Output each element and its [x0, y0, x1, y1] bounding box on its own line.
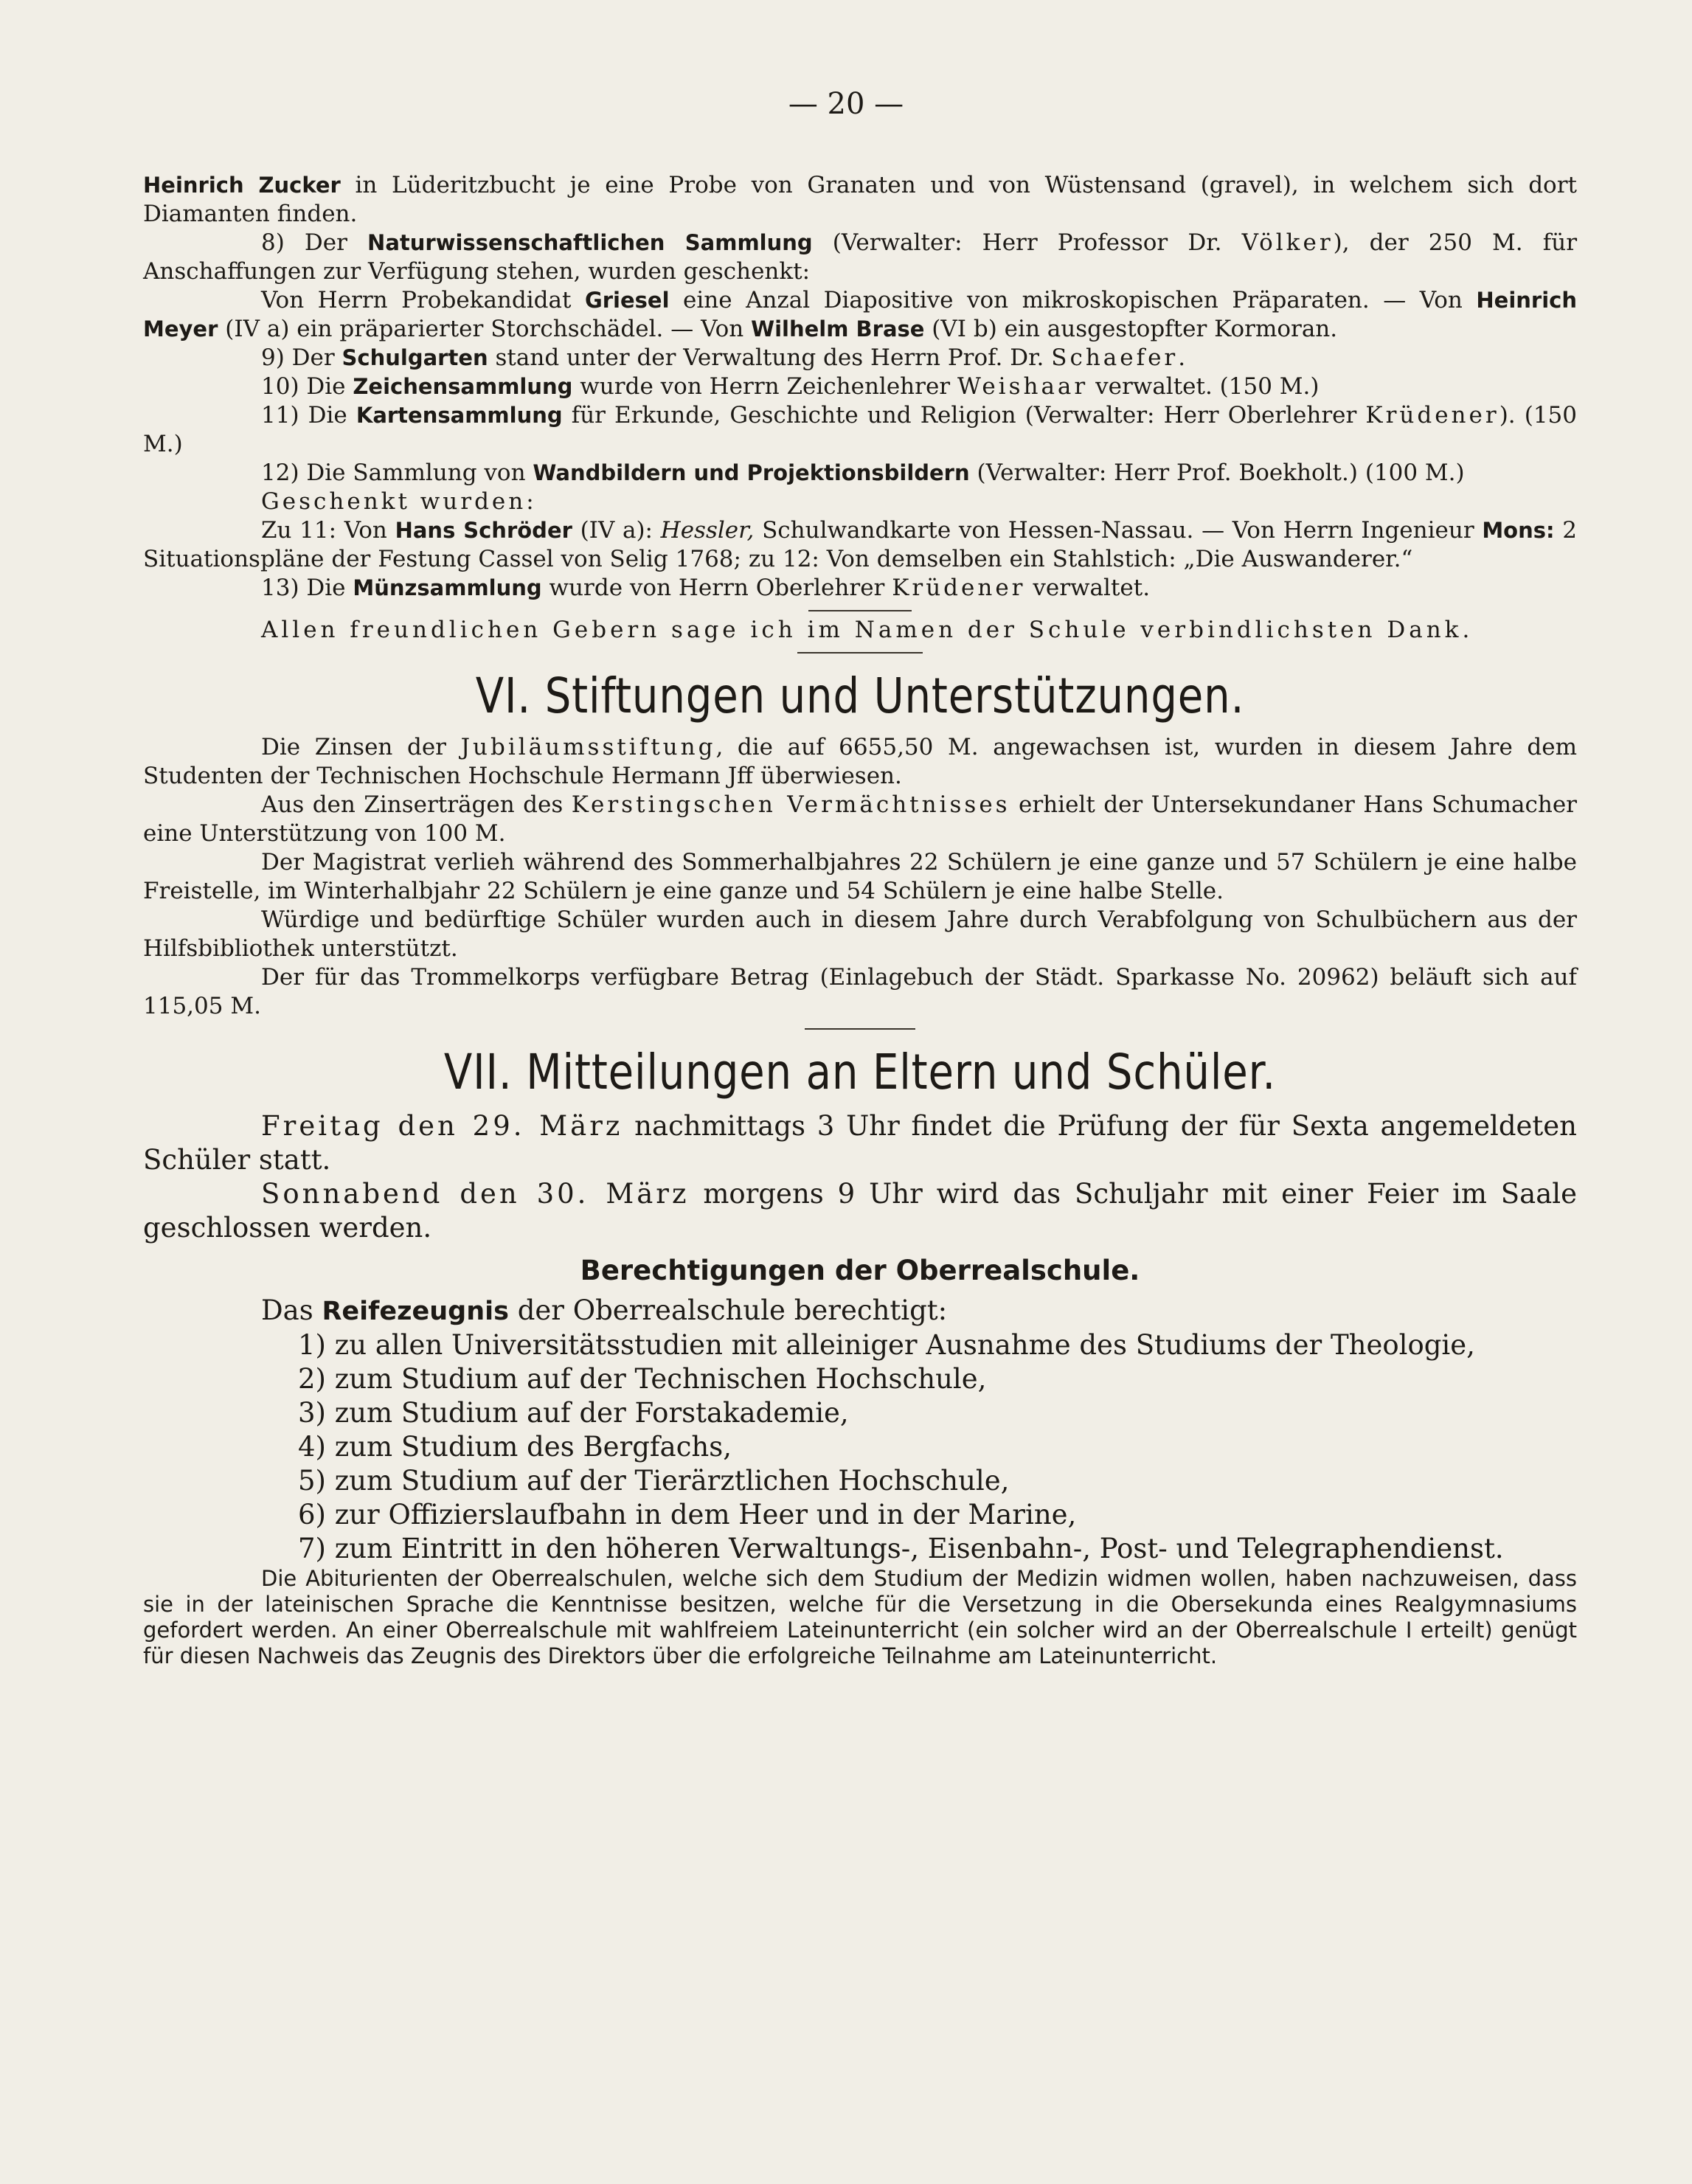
paragraph-donations-maps: Zu 11: Von Hans Schröder (IV a): Hessler, Schulwandkarte von Hessen-Nassau. — Von Herrn Ingenieur Mons: 2 Situationspläne der Festung Cassel von Selig 1768; zu 12: Von demselben ein Stahlstich: „Die Auswanderer.“ [143, 517, 1577, 572]
heading-announcements: VII. Mitteilungen an Eltern und Schüler. [443, 1044, 1277, 1100]
paragraph-zucker: Heinrich Zucker in Lüderitzbucht je eine Probe von Granaten und von Wüstensand (gravel), in welchem sich dort Diamanten finden. [143, 172, 1577, 227]
thanks-line: Allen freundlichen Gebern sage ich im Namen der Schule verbindlichsten Dank. [261, 617, 1474, 643]
collections-section [143, 171, 1577, 1669]
paragraph-exam-date: Freitag den 29. März nachmittags 3 Uhr findet die Prüfung der für Sexta angemeldeten Schüler statt. [143, 1110, 1577, 1176]
paragraph-kersting-legacy: Aus den Zinserträgen des Kerstingschen Vermächtnisses erhielt der Untersekundaner Hans Schumacher eine Unterstützung von 100 M. [143, 791, 1577, 847]
paragraph-drum-corps: Der für das Trommelkorps verfügbare Betrag (Einlagebuch der Städt. Sparkasse No. 20962) beläuft sich auf 115,05 M. [143, 964, 1577, 1019]
page-number: — 20 — [788, 87, 904, 121]
list-item: 1) zu allen Universitätsstudien mit alleiniger Ausnahme des Studiums der Theologie, [298, 1329, 1475, 1361]
divider [797, 652, 923, 654]
list-item: 6) zur Offizierslaufbahn in dem Heer und in der Marine, [298, 1499, 1077, 1530]
paragraph-medicine-note: Die Abiturienten der Oberrealschulen, welche sich dem Studium der Medizin widmen wollen, haben nachzuweisen, dass sie in der lateinischen Sprache die Kenntnisse besitzen, welche für die Versetzung in die Obersekunda eines Realgymnasiums gefordert werden. An einer Oberrealschule mit wahlfreiem Lateinunterricht (ein solcher wird an der Oberrealschule I erteilt) genügt für diesen Nachweis das Zeugnis des Direktors über die erfolgreiche Teilnahme am Lateinunterricht. [143, 1566, 1577, 1668]
paragraph-certificate-intro: Das Reifezeugnis der Oberrealschule berechtigt: [261, 1294, 948, 1326]
paragraph-jubilee-foundation: Die Zinsen der Jubiläumsstiftung, die auf 6655,50 M. angewachsen ist, wurden in diesem Jahre dem Studenten der Technischen Hochschule Hermann Jff überwiesen. [143, 734, 1577, 789]
paragraph-map-collection: 11) Die Kartensammlung für Erkunde, Geschichte und Religion (Verwalter: Herr Oberlehrer Krüdener). (150 M.) [143, 402, 1577, 457]
paragraph-free-places: Der Magistrat verlieh während des Sommerhalbjahres 22 Schülern je eine ganze und 57 Schülern je eine halbe Freistelle, im Winterhalbjahr 22 Schülern je eine ganze und 54 Schülern je eine halbe Stelle. [143, 849, 1577, 904]
paragraph-donated-label: Geschenkt wurden: [261, 488, 534, 515]
entitlements-list [143, 1328, 1577, 1566]
paragraph-natural-science: 8) Der Naturwissenschaftlichen Sammlung (Verwalter: Herr Professor Dr. Völker), der 250 M. für Anschaffungen zur Verfügung stehen, wurden geschenkt: [143, 229, 1578, 285]
list-item: 3) zum Studium auf der Forstakademie, [298, 1397, 849, 1429]
paragraph-coin-collection: 13) Die Münzsammlung wurde von Herrn Oberlehrer Krüdener verwaltet. [261, 575, 1151, 601]
subheading-entitlements: Berechtigungen der Oberrealschule. [580, 1255, 1140, 1286]
divider [805, 1028, 915, 1030]
paragraph-schoolbooks: Würdige und bedürftige Schüler wurden auch in diesem Jahre durch Verabfolgung von Schulbüchern aus der Hilfsbibliothek unterstützt. [143, 906, 1577, 962]
paragraph-donations-science: Von Herrn Probekandidat Griesel eine Anzal Diapositive von mikroskopischen Präparaten. — Von Heinrich Meyer (IV a) ein präparierter Storchschädel. — Von Wilhelm Brase (VI b) ein ausgestopfter Kormoran. [143, 287, 1577, 342]
paragraph-closing-date: Sonnabend den 30. März morgens 9 Uhr wird das Schuljahr mit einer Feier im Saale geschlossen werden. [143, 1178, 1577, 1244]
paragraph-drawing-collection: 10) Die Zeichensammlung wurde von Herrn Zeichenlehrer Weishaar verwaltet. (150 M.) [261, 373, 1320, 400]
list-item: 7) zum Eintritt in den höheren Verwaltungs-, Eisenbahn-, Post- und Telegraphendienst. [298, 1533, 1504, 1564]
divider [808, 610, 912, 611]
list-item: 4) zum Studium des Bergfachs, [298, 1431, 732, 1463]
heading-foundations: VI. Stiftungen und Unterstützungen. [475, 668, 1245, 724]
list-item: 5) zum Studium auf der Tierärztlichen Hochschule, [298, 1465, 1010, 1497]
paragraph-wall-pictures: 12) Die Sammlung von Wandbildern und Projektionsbildern (Verwalter: Herr Prof. Boekholt.) (100 M.) [261, 460, 1465, 486]
list-item: 2) zum Studium auf der Technischen Hochschule, [298, 1363, 987, 1395]
paragraph-school-garden: 9) Der Schulgarten stand unter der Verwaltung des Herrn Prof. Dr. Schaefer. [261, 344, 1186, 371]
